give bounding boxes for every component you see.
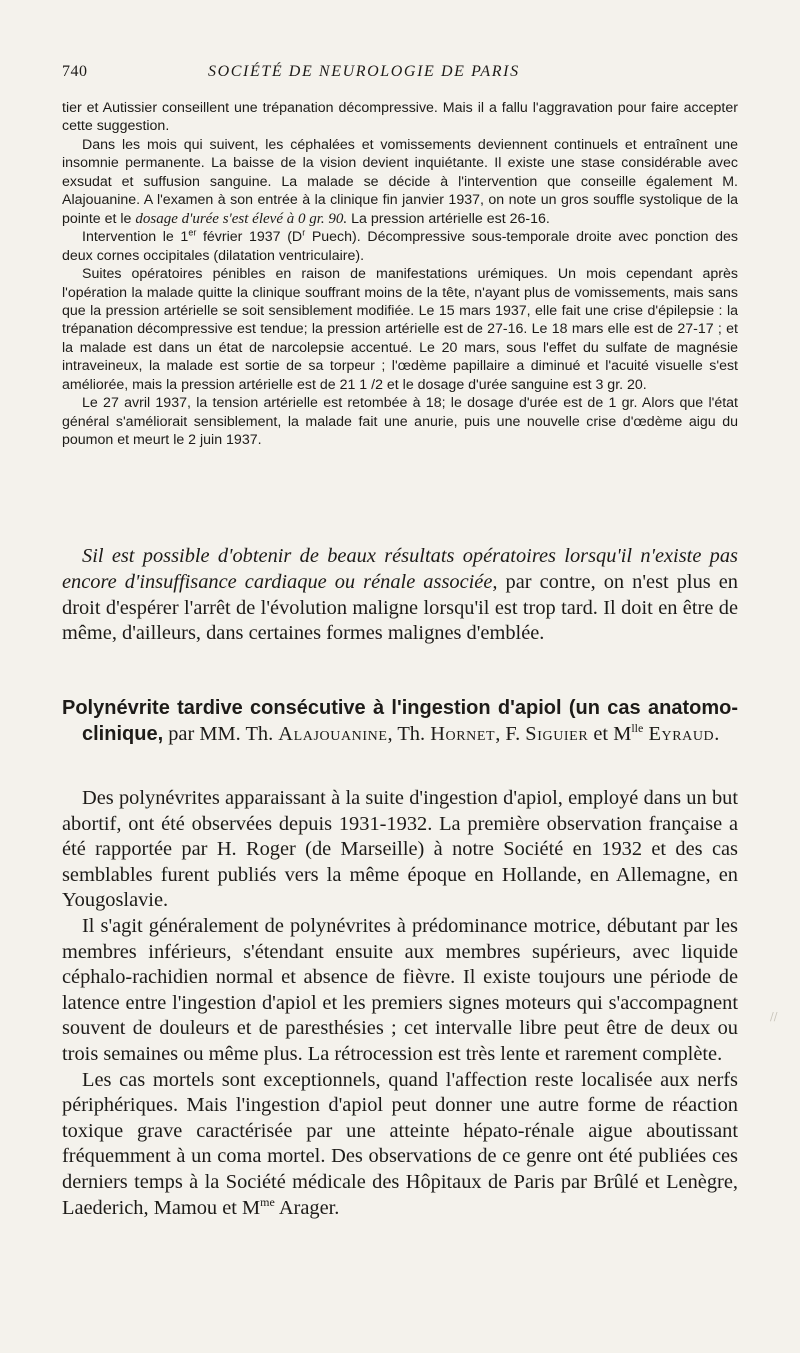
observation-paragraph: tier et Autissier conseillent une trépanation décompressive. Mais il a fallu l'aggravation pour faire accepter cette suggestion.: [62, 100, 738, 135]
observation-paragraph: Intervention le 1er février 1937 ($D^r$ Puech). Décompressive sous-temporale droite avec ponction des deux cornes occipitales (dilatation ventriculaire).: [62, 227, 738, 264]
article-title: Polynévrite tardive consécutive à l'ingestion d'apiol (un cas anatomo-clinique,: [62, 697, 738, 745]
body-paragraph: Les cas mortels sont exceptionnels, quand l'affection reste localisée aux nerfs périphériques. Mais l'ingestion d'apiol peut donner une autre forme de réaction toxique grave caractérisée par une atteinte hépato-rénale aigue aboutissant fréquemment à un coma mortel. Des observations de ce genre ont été publiées ces derniers temps à la Société médicale des Hôpitaux de Paris par Brûlé et Lenègre, Laederich, Mamou et $M^{me}$ Arager.: [62, 1068, 738, 1219]
author-name: Hornet: [430, 722, 496, 745]
article-heading: Polynévrite tardive consécutive à l'ingestion d'apiol (un cas anatomo-clinique, par MM. Th. Alajouanine, Th. Hornet, F. Siguier et $M^{lle}$ Eyraud.: [62, 697, 738, 745]
running-header: [62, 63, 738, 85]
author-name: Eyraud: [648, 722, 715, 745]
author-name: Alajouanine: [278, 722, 388, 745]
observation-paragraph: Dans les mois qui suivent, les céphalées et vomissements deviennent continuels et entraînent une insomnie permanente. La baisse de la vision devient inquiétante. Il existe une stase considérable avec exsudat et suffusion sanguine. La malade se décide à l'intervention que conseille également M. Alajouanine. A l'examen à son entrée à la clinique fin janvier 1937, on note un gros souffle systolique de la pointe et le dosage d'urée s'est élevé à 0 gr. 90. La pression artérielle est 26-16.: [62, 136, 738, 227]
author-name: Siguier: [525, 722, 589, 745]
case-observation: [62, 99, 738, 450]
article-body: [62, 786, 738, 1221]
margin-mark: //: [770, 1010, 778, 1023]
running-title: SOCIÉTÉ DE NEUROLOGIE DE PARIS: [208, 63, 520, 80]
conclusion: [62, 544, 738, 647]
body-paragraph: Des polynévrites apparaissant à la suite d'ingestion d'apiol, employé dans un but abortif, ont été observées depuis 1931-1932. La première observation française a été rapportée par H. Roger (de Marseille) à notre Société en 1932 et des cas semblables furent publiés vers la même époque en Hollande, en Allemagne, en Yougoslavie.: [62, 787, 738, 912]
page-number: 740: [62, 63, 88, 80]
body-paragraph: Il s'agit généralement de polynévrites à prédominance motrice, débutant par les membres inférieurs, s'étendant ensuite aux membres supérieurs, avec liquide céphalo-rachidien normal et absence de fièvre. Il existe toujours une période de latence entre l'ingestion d'apiol et les premiers signes moteurs qui s'accompagnent souvent de douleurs et de paresthésies ; cet intervalle libre peut être de deux ou trois semaines ou même plus. La rétrocession est très lente et rarement complète.: [62, 914, 738, 1065]
observation-paragraph: Suites opératoires pénibles en raison de manifestations urémiques. Un mois cependant après l'opération la malade quitte la clinique souffrant moins de la tête, n'ayant plus de vomissements, mais sans que la pression artérielle se soit sensiblement modifiée. Le 15 mars 1937, elle fait une crise d'épilepsie : la trépanation décompressive est tendue; la pression artérielle est de 27-16. Le 18 mars elle est de 27-17 ; et la malade est dans un état de narcolepsie accentué. Le 20 mars, sous l'effet du sulfate de magnésie intraveineux, la malade est sortie de sa torpeur ; l'œdème papillaire a diminué et l'acuité visuelle s'est améliorée, mais la pression artérielle est de 21 1 /2 et le dosage d'urée sanguine est 3 gr. 20.: [62, 266, 738, 393]
observation-paragraph: Le 27 avril 1937, la tension artérielle est retombée à 18; le dosage d'urée est de 1 gr. Alors que l'état général s'améliorait sensiblement, la malade fait une anurie, puis une nouvelle crise d'œdème aigu du poumon et meurt le 2 juin 1937.: [62, 395, 738, 449]
conclusion-paragraph: Sil est possible d'obtenir de beaux résultats opératoires lorsqu'il n'existe pas encore d'insuffisance cardiaque ou rénale associée, par contre, on n'est plus en droit d'espérer l'arrêt de l'évolution maligne lorsqu'il est trop tard. Il doit en être de même, d'ailleurs, dans certaines formes malignes d'emblée.: [62, 545, 738, 645]
